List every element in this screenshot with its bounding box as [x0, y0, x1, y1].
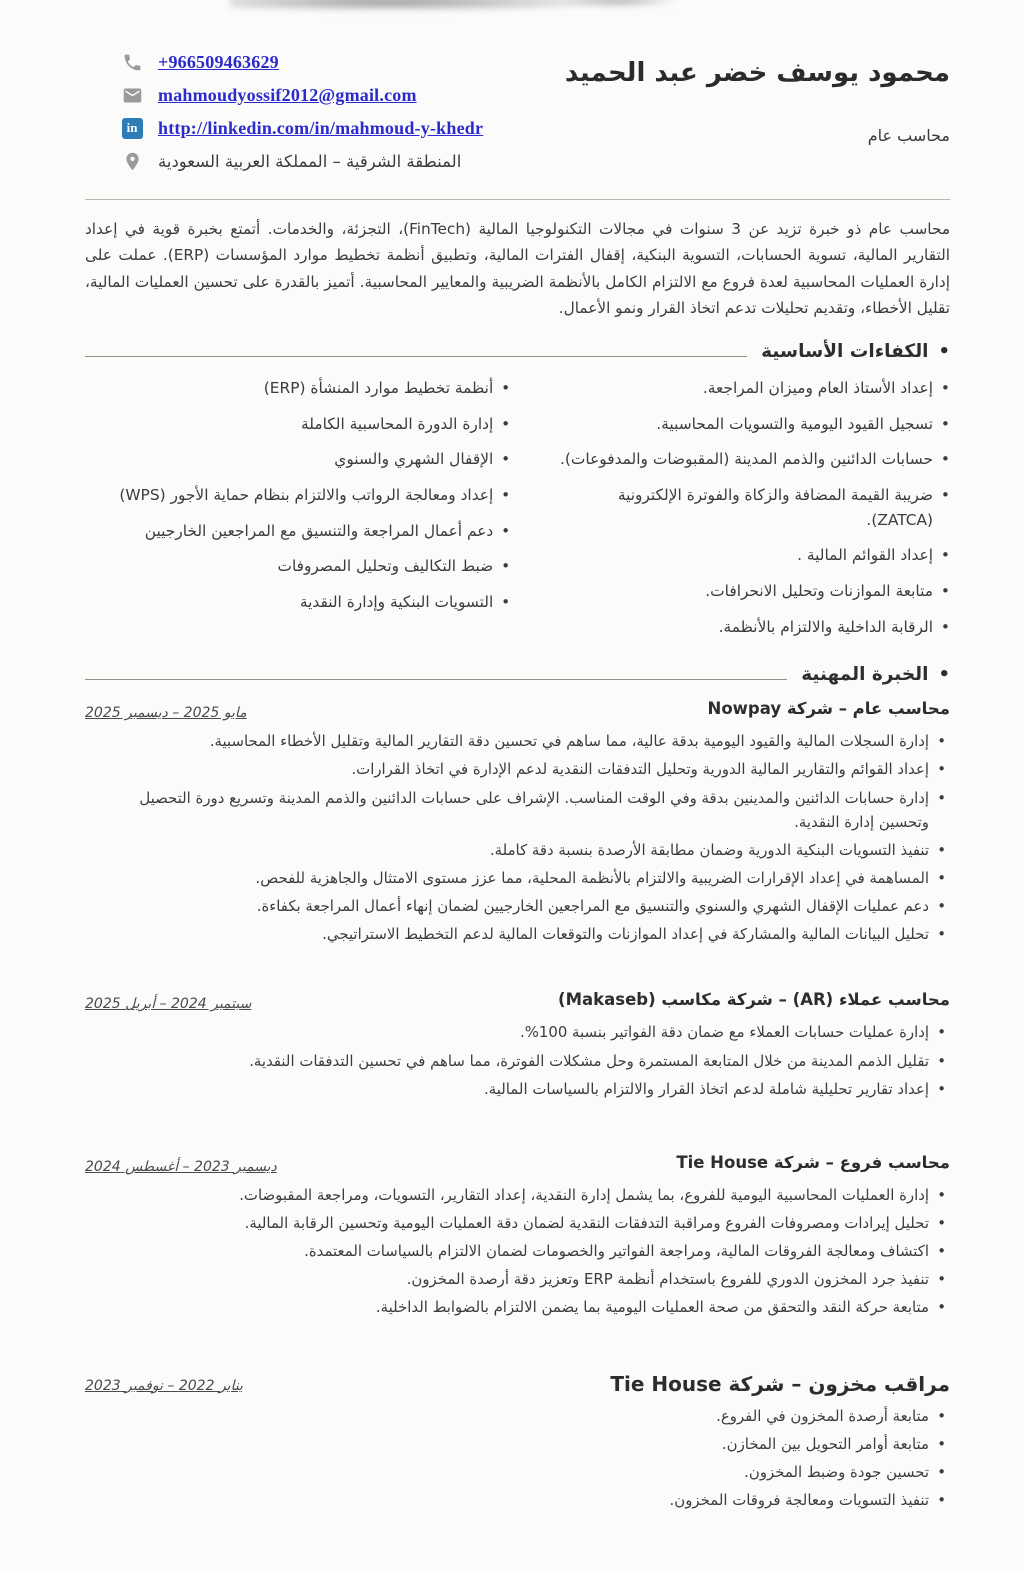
competency-item: • إدارة الدورة المحاسبية الكاملة — [85, 412, 510, 437]
competencies-grid — [85, 376, 950, 650]
job-bullets — [85, 1183, 950, 1320]
job-dates: ديسمبر 2023 – أغسطس 2024 — [85, 1158, 277, 1175]
section-bullet: • — [938, 664, 950, 686]
job-bullet: • متابعة أوامر التحويل بين المخازن. — [85, 1432, 946, 1456]
job-bullets — [85, 729, 950, 946]
competency-item: • متابعة الموازنات وتحليل الانحرافات. — [556, 579, 950, 604]
contact-row-phone — [121, 50, 483, 74]
job-bullet: • تحسين جودة وضبط المخزون. — [85, 1460, 946, 1484]
summary-paragraph: محاسب عام ذو خبرة تزيد عن 3 سنوات في مجالات التكنولوجيا المالية (FinTech)، التجزئة، والخدمات. أتمتع بخبرة قوية في إعداد التقارير المالية، تسوية الحسابات، التسوية البنكية، إقفال الفترات المالية، وتطبيق أنظمة تخطيط موارد المؤسسات (ERP). عملت على إدارة العمليات المحاسبية لعدة فروع مع الالتزام الكامل بالأنظمة الضريبية والمعايير المحاسبية. أتميز بالقدرة على تحسين العمليات المالية، تقليل الأخطاء، وتقديم تحليلات تدعم اتخاذ القرار ونمو الأعمال. — [85, 220, 951, 317]
competency-item: • الإقفال الشهري والسنوي — [85, 447, 510, 472]
job-bullet: • تنفيذ التسويات ومعالجة فروقات المخزون. — [85, 1488, 946, 1512]
job-bullet: • تنفيذ التسويات البنكية الدورية وضمان مطابقة الأرصدة بنسبة دقة كاملة. — [85, 838, 946, 862]
job-bullets — [85, 1404, 950, 1513]
competency-item: • ضبط التكاليف وتحليل المصروفات — [85, 554, 510, 579]
person-job-title: محاسب عام — [867, 126, 950, 145]
job-bullet: • اكتشاف ومعالجة الفروقات المالية، ومراجعة الفواتير والخصومات لضمان الالتزام بالسياسات المعتمدة. — [85, 1239, 946, 1263]
job-bullet: • دعم عمليات الإقفال الشهري والسنوي والتنسيق مع المراجعين الخارجيين لضمان إنهاء أعمال المراجعة بكفاءة. — [85, 894, 946, 918]
job-bullet: • إعداد تقارير تحليلية شاملة لدعم اتخاذ القرار والالتزام بالسياسات المالية. — [85, 1077, 946, 1101]
section-heading-competencies — [85, 341, 950, 362]
job-title: محاسب فروع – شركة Tie House — [676, 1152, 950, 1172]
job-header — [85, 1153, 950, 1175]
job-makaseb — [85, 990, 950, 1100]
competency-item: • الرقابة الداخلية والالتزام بالأنظمة. — [556, 615, 950, 640]
competency-item: • ضريبة القيمة المضافة والزكاة والفوترة الإلكترونية (ZATCA). — [556, 483, 950, 532]
job-bullet: • إدارة عمليات حسابات العملاء مع ضمان دقة الفواتير بنسبة 100%. — [85, 1020, 946, 1044]
section-divider — [85, 356, 747, 357]
job-bullet: • إدارة حسابات الدائنين والمدينين بدقة وفي الوقت المناسب. الإشراف على حسابات الدائنين والذمم المدينة وتسريع دورة التحصيل وتحسين إدارة النقدية. — [85, 786, 946, 834]
job-header — [85, 990, 950, 1012]
linkedin-link[interactable]: http://linkedin.com/in/mahmoud-y-khedr — [158, 117, 484, 138]
job-tiehouse-inventory — [85, 1372, 950, 1513]
competency-item: • إعداد القوائم المالية . — [556, 543, 950, 568]
name-block — [565, 50, 950, 145]
competencies-column-left — [85, 376, 510, 650]
location-pin-icon — [121, 150, 143, 172]
email-link[interactable]: mahmoudyossif2012@gmail.com — [158, 84, 417, 105]
competency-item: • إعداد الأستاذ العام وميزان المراجعة. — [556, 376, 950, 401]
contact-row-location — [121, 149, 483, 173]
section-divider — [85, 679, 787, 680]
location-text: المنطقة الشرقية – المملكة العربية السعودية — [158, 151, 462, 171]
job-bullet: • إعداد القوائم والتقارير المالية الدورية وتحليل التدفقات النقدية لدعم الإدارة في اتخاذ القرارات. — [85, 757, 946, 781]
header-divider — [85, 199, 950, 200]
competency-item: • حسابات الدائنين والذمم المدينة (المقبوضات والمدفوعات). — [556, 447, 950, 472]
contact-row-linkedin — [121, 116, 483, 140]
email-icon — [121, 84, 143, 106]
job-bullet: • تنفيذ جرد المخزون الدوري للفروع باستخدام أنظمة ERP وتعزيز دقة أرصدة المخزون. — [85, 1267, 946, 1291]
section-title-experience: الخبرة المهنية — [801, 664, 929, 686]
job-title: مراقب مخزون – شركة Tie House — [610, 1371, 950, 1396]
job-bullet: • المساهمة في إعداد الإقرارات الضريبية والالتزام بالأنظمة المحلية، مما عزز مستوى الامتثال والجاهزية للفحص. — [85, 866, 946, 890]
competency-item: • التسويات البنكية وإدارة النقدية — [85, 590, 510, 615]
competencies-column-right — [556, 376, 950, 650]
contact-block — [85, 50, 483, 173]
contact-row-email — [121, 83, 483, 107]
job-bullet: • إدارة السجلات المالية والقيود اليومية بدقة عالية، مما ساهم في تحسين دقة التقارير المالية وتقليل الأخطاء المحاسبية. — [85, 729, 946, 753]
linkedin-icon — [121, 117, 143, 139]
job-bullet: • متابعة حركة النقد والتحقق من صحة العمليات اليومية بما يضمن الالتزام بالضوابط الداخلية. — [85, 1295, 946, 1319]
job-bullet: • متابعة أرصدة المخزون في الفروع. — [85, 1404, 946, 1428]
phone-icon — [121, 51, 143, 73]
job-tiehouse-accountant — [85, 1153, 950, 1320]
job-title: محاسب عملاء (AR) – شركة مكاسب (Makaseb) — [558, 990, 950, 1010]
job-bullet: • تحليل إيرادات ومصروفات الفروع ومراقبة التدفقات النقدية لضمان دقة العمليات اليومية وتحسين الرقابة المالية. — [85, 1211, 946, 1235]
competency-item: • إعداد ومعالجة الرواتب والالتزام بنظام حماية الأجور (WPS) — [85, 483, 510, 508]
section-title-competencies: الكفاءات الأساسية — [761, 341, 929, 363]
linkedin-badge: in — [122, 118, 143, 139]
job-bullets — [85, 1020, 950, 1100]
job-dates: يناير 2022 – نوفمبر 2023 — [85, 1377, 243, 1394]
job-bullet: • إدارة العمليات المحاسبية اليومية للفروع، بما يشمل إدارة النقدية، إعداد التقارير، التسويات، ومراجعة المقبوضات. — [85, 1183, 946, 1207]
job-title: محاسب عام – شركة Nowpay — [707, 699, 950, 719]
job-dates: سبتمبر 2024 – أبريل 2025 — [85, 996, 252, 1013]
job-nowpay — [85, 699, 950, 946]
job-bullet: • تقليل الذمم المدينة من خلال المتابعة المستمرة وحل مشكلات الفوترة، مما ساهم في تحسين التدفقات النقدية. — [85, 1049, 946, 1073]
person-name: محمود يوسف خضر عبد الحميد — [564, 58, 950, 88]
job-header — [85, 699, 950, 721]
competency-item: • أنظمة تخطيط موارد المنشأة (ERP) — [85, 376, 510, 401]
job-bullet: • تحليل البيانات المالية والمشاركة في إعداد الموازنات والتوقعات المالية لدعم التخطيط الاستراتيجي. — [85, 922, 946, 946]
job-header — [85, 1372, 950, 1396]
section-heading-experience — [85, 664, 950, 685]
phone-link[interactable]: +966509463629 — [158, 51, 279, 72]
job-dates: مايو 2025 – ديسمبر 2025 — [85, 705, 247, 722]
competency-item: • تسجيل القيود اليومية والتسويات المحاسبية. — [556, 412, 950, 437]
competency-item: • دعم أعمال المراجعة والتنسيق مع المراجعين الخارجيين — [85, 519, 510, 544]
header — [85, 50, 950, 173]
section-bullet: • — [938, 341, 950, 363]
